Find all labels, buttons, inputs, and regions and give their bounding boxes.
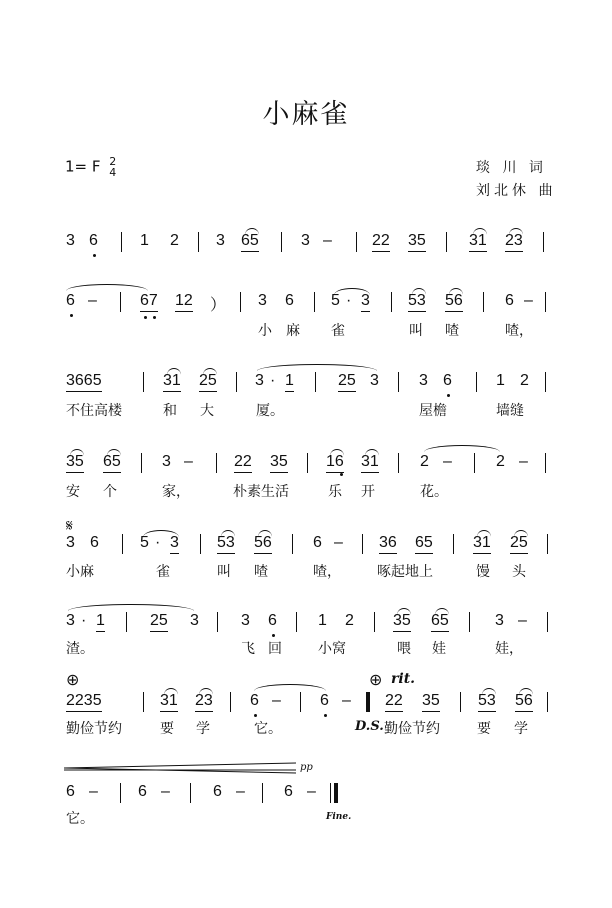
coda-icon: ⊕	[66, 670, 80, 689]
tie	[254, 684, 326, 691]
low-octave-dot	[93, 254, 96, 257]
lyric: 厦。	[256, 403, 284, 419]
tie	[66, 284, 148, 291]
barline	[216, 453, 217, 473]
low-octave-dot	[272, 634, 275, 637]
note-group: 25	[510, 534, 528, 554]
barline	[262, 783, 263, 803]
dot-rhythm: ·	[346, 292, 352, 309]
slur	[330, 449, 344, 456]
final-barline	[334, 783, 338, 803]
note: 3	[162, 453, 171, 470]
note: 3	[495, 612, 504, 629]
note: 2	[520, 372, 529, 389]
barline	[200, 534, 201, 554]
barline	[198, 232, 199, 252]
barline	[315, 372, 316, 392]
dash: –	[519, 453, 528, 470]
dash: –	[518, 612, 527, 629]
note: 3	[370, 372, 379, 389]
lyric: 雀	[331, 323, 345, 339]
note: 2	[345, 612, 354, 629]
lyric-row-8	[0, 808, 612, 830]
note: 6	[66, 783, 75, 800]
note: 6	[284, 783, 293, 800]
slur	[221, 530, 235, 537]
slur	[482, 688, 496, 695]
dash: –	[161, 783, 170, 800]
lyric: 小窝	[318, 641, 346, 657]
low-octave-dot	[447, 394, 450, 397]
barline	[356, 232, 357, 252]
lyric: 麻	[286, 323, 300, 339]
lyric: 个	[103, 484, 117, 500]
key-signature	[65, 156, 116, 178]
slur	[258, 530, 272, 537]
note: 3	[361, 292, 370, 312]
lyric: 乐	[328, 484, 342, 500]
note: 3	[66, 612, 75, 629]
barline	[469, 612, 470, 632]
lyric: 不住高楼	[66, 403, 122, 419]
note-group: 53	[478, 692, 496, 712]
slur	[245, 228, 259, 235]
note: 3	[170, 534, 179, 554]
note-group: 31	[469, 232, 487, 252]
note: 6	[313, 534, 322, 551]
slur	[477, 530, 491, 537]
slur	[107, 449, 121, 456]
lyric-row-5	[0, 561, 612, 583]
note: 1	[96, 612, 105, 632]
note: 3	[66, 232, 75, 249]
barline	[217, 612, 218, 632]
lyric: 喳，	[505, 323, 533, 339]
note-group: 12	[175, 292, 193, 312]
note: 2	[170, 232, 179, 249]
slur	[509, 228, 523, 235]
lyric: 回	[268, 641, 282, 657]
barline	[483, 292, 484, 312]
note-group: 25	[150, 612, 168, 632]
note: 3	[419, 372, 428, 389]
note: 6	[443, 372, 452, 389]
note-group: 65	[103, 453, 121, 473]
note-group: 23	[505, 232, 523, 252]
ritardando-mark: rit.	[391, 671, 416, 687]
barline	[281, 232, 282, 252]
lyric: 家，	[162, 484, 190, 500]
barline	[545, 292, 546, 312]
note-group: 16	[326, 453, 344, 473]
barline	[121, 232, 122, 252]
note-group: 2235	[66, 692, 102, 712]
lyric: 叫	[217, 564, 231, 580]
note-group: 53	[217, 534, 235, 554]
staff-row-2	[0, 292, 612, 318]
slur	[143, 530, 179, 537]
barline	[545, 453, 546, 473]
slur	[473, 228, 487, 235]
lyric: 它。	[254, 721, 282, 737]
note-group: 25	[199, 372, 217, 392]
note: 1	[140, 232, 149, 249]
dot-rhythm: ·	[81, 612, 87, 629]
barline	[547, 692, 548, 712]
barline	[362, 534, 363, 554]
lyric: 娃，	[495, 641, 523, 657]
staff-row-7	[0, 692, 612, 718]
time-top: 2	[109, 155, 117, 168]
note: 6	[285, 292, 294, 309]
staff-row-3	[0, 372, 612, 398]
dash: –	[443, 453, 452, 470]
slur	[514, 530, 528, 537]
note-group: 25	[338, 372, 356, 392]
tie	[68, 604, 194, 611]
slur	[449, 288, 463, 295]
tie	[424, 445, 500, 452]
segno-icon: 𝄋	[66, 516, 73, 535]
note: 6	[505, 292, 514, 309]
note-group: 56	[254, 534, 272, 554]
dash: –	[236, 783, 245, 800]
lyric: 叫	[409, 323, 423, 339]
low-octave-dot	[340, 473, 343, 476]
lyric: 朴素生活	[233, 484, 289, 500]
lyric-row-2	[0, 320, 612, 342]
lyric: 渣。	[66, 641, 94, 657]
dot-rhythm: ·	[270, 372, 276, 389]
note-group: 22	[372, 232, 390, 252]
lyric: 啄起地上	[377, 564, 433, 580]
lyric-row-3	[0, 400, 612, 422]
barline	[314, 292, 315, 312]
barline	[120, 783, 121, 803]
slur	[167, 368, 181, 375]
barline	[240, 292, 241, 312]
lyric: 屋檐	[419, 403, 447, 419]
lyric: 它。	[66, 811, 94, 827]
note-group: 31	[163, 372, 181, 392]
barline	[230, 692, 231, 712]
dynamic-pp: pp	[300, 762, 313, 773]
lyric: 喳	[254, 564, 268, 580]
lyric: 喳	[445, 323, 459, 339]
barline	[122, 534, 123, 554]
slur	[334, 288, 370, 295]
barline	[307, 453, 308, 473]
lyric: 要	[477, 721, 491, 737]
slur	[365, 449, 379, 456]
note-group: 31	[473, 534, 491, 554]
note-group: 3665	[66, 372, 102, 392]
note: 5	[140, 534, 149, 551]
note: 6	[66, 292, 75, 309]
note: 5	[331, 292, 340, 309]
lyric: 学	[196, 721, 210, 737]
tie	[257, 364, 377, 371]
note: 3	[241, 612, 250, 629]
lyric: 开	[361, 484, 375, 500]
note-group: 56	[445, 292, 463, 312]
note: 2	[420, 453, 429, 470]
lyric-row-4	[0, 481, 612, 503]
slur	[199, 688, 213, 695]
barline	[460, 692, 461, 712]
lyric: 喳，	[313, 564, 341, 580]
low-octave-dot	[70, 314, 73, 317]
low-octave-dot	[324, 714, 327, 717]
song-title: 小麻雀	[262, 99, 350, 130]
note-group: 23	[195, 692, 213, 712]
note-group: 65	[415, 534, 433, 554]
lyric: 喂	[397, 641, 411, 657]
barline	[374, 612, 375, 632]
dash: –	[88, 292, 97, 309]
note: 3	[216, 232, 225, 249]
slur	[203, 368, 217, 375]
fine-mark: Fine.	[326, 812, 352, 822]
slur	[412, 288, 426, 295]
note-group: 35	[66, 453, 84, 473]
barline	[143, 692, 144, 712]
lyric: 勤俭节约	[384, 721, 440, 737]
barline	[391, 292, 392, 312]
lyric: 大	[200, 403, 214, 419]
barline	[126, 612, 127, 632]
note-group: 36	[379, 534, 397, 554]
barline	[476, 372, 477, 392]
note: 2	[496, 453, 505, 470]
dash: –	[272, 692, 281, 709]
note: 6	[89, 232, 98, 249]
note: 6	[320, 692, 329, 709]
staff-row-4	[0, 453, 612, 479]
dash: –	[342, 692, 351, 709]
lyric: 勤俭节约	[66, 721, 122, 737]
barline	[398, 372, 399, 392]
barline	[296, 612, 297, 632]
barline	[236, 372, 237, 392]
lyric: 馒	[476, 564, 490, 580]
paren: ）	[210, 297, 227, 314]
barline	[543, 232, 544, 252]
note-group: 35	[270, 453, 288, 473]
barline	[190, 783, 191, 803]
barline	[547, 534, 548, 554]
note: 6	[90, 534, 99, 551]
slur	[70, 449, 84, 456]
barline	[545, 372, 546, 392]
barline	[398, 453, 399, 473]
note: 3	[255, 372, 264, 389]
composer-credit: 刘北休 曲	[476, 183, 557, 199]
dash: –	[184, 453, 193, 470]
note: 1	[496, 372, 505, 389]
note-group: 67	[140, 292, 158, 312]
note-group: 56	[515, 692, 533, 712]
key-label: 1= F	[65, 157, 101, 176]
barline	[292, 534, 293, 554]
double-barline	[366, 692, 370, 712]
note-group: 31	[160, 692, 178, 712]
note: 3	[301, 232, 310, 249]
note: 1	[318, 612, 327, 629]
note: 6	[250, 692, 259, 709]
coda-icon: ⊕	[369, 670, 383, 689]
note: 1	[285, 372, 294, 392]
lyric: 小	[258, 323, 272, 339]
note: 3	[258, 292, 267, 309]
dash: –	[323, 232, 332, 249]
staff-row-8	[0, 783, 612, 809]
note-group: 31	[361, 453, 379, 473]
note-group: 35	[422, 692, 440, 712]
lyric: 和	[163, 403, 177, 419]
note: 6	[268, 612, 277, 629]
slur	[435, 608, 449, 615]
note-group: 22	[385, 692, 403, 712]
low-octave-dot	[144, 316, 147, 319]
staff-row-1	[0, 232, 612, 258]
lyric: 学	[514, 721, 528, 737]
dash: –	[524, 292, 533, 309]
note: 3	[66, 534, 75, 551]
barline	[453, 534, 454, 554]
time-bottom: 4	[109, 166, 117, 179]
note-group: 65	[241, 232, 259, 252]
dash: –	[307, 783, 316, 800]
note: 3	[190, 612, 199, 629]
slur	[397, 608, 411, 615]
barline	[330, 783, 331, 803]
barline	[141, 453, 142, 473]
lyric: 要	[160, 721, 174, 737]
staff-row-5	[0, 534, 612, 560]
lyricist-credit: 琰 川 词	[476, 160, 547, 176]
barline	[547, 612, 548, 632]
low-octave-dot	[254, 714, 257, 717]
lyric-row-7	[0, 718, 612, 740]
lyric: 飞	[241, 641, 255, 657]
slur	[164, 688, 178, 695]
lyric: 娃	[432, 641, 446, 657]
dash: –	[334, 534, 343, 551]
note-group: 35	[408, 232, 426, 252]
lyric: 雀	[156, 564, 170, 580]
dash: –	[89, 783, 98, 800]
note-group: 53	[408, 292, 426, 312]
barline	[300, 692, 301, 712]
decrescendo-hairpin	[60, 760, 330, 780]
staff-row-6	[0, 612, 612, 638]
lyric: 小麻	[66, 564, 94, 580]
barline	[474, 453, 475, 473]
barline	[120, 292, 121, 312]
note-group: 22	[234, 453, 252, 473]
lyric: 墙缝	[496, 403, 524, 419]
barline	[143, 372, 144, 392]
note-group: 35	[393, 612, 411, 632]
barline	[446, 232, 447, 252]
note: 6	[213, 783, 222, 800]
dal-segno-mark: D.S.	[355, 719, 384, 734]
note: 6	[138, 783, 147, 800]
time-signature	[109, 156, 116, 178]
dot-rhythm: ·	[155, 534, 161, 551]
lyric: 头	[512, 564, 526, 580]
note-group: 65	[431, 612, 449, 632]
lyric-row-6	[0, 638, 612, 660]
low-octave-dot	[153, 316, 156, 319]
lyric: 安	[66, 484, 80, 500]
lyric: 花。	[420, 484, 448, 500]
slur	[519, 688, 533, 695]
